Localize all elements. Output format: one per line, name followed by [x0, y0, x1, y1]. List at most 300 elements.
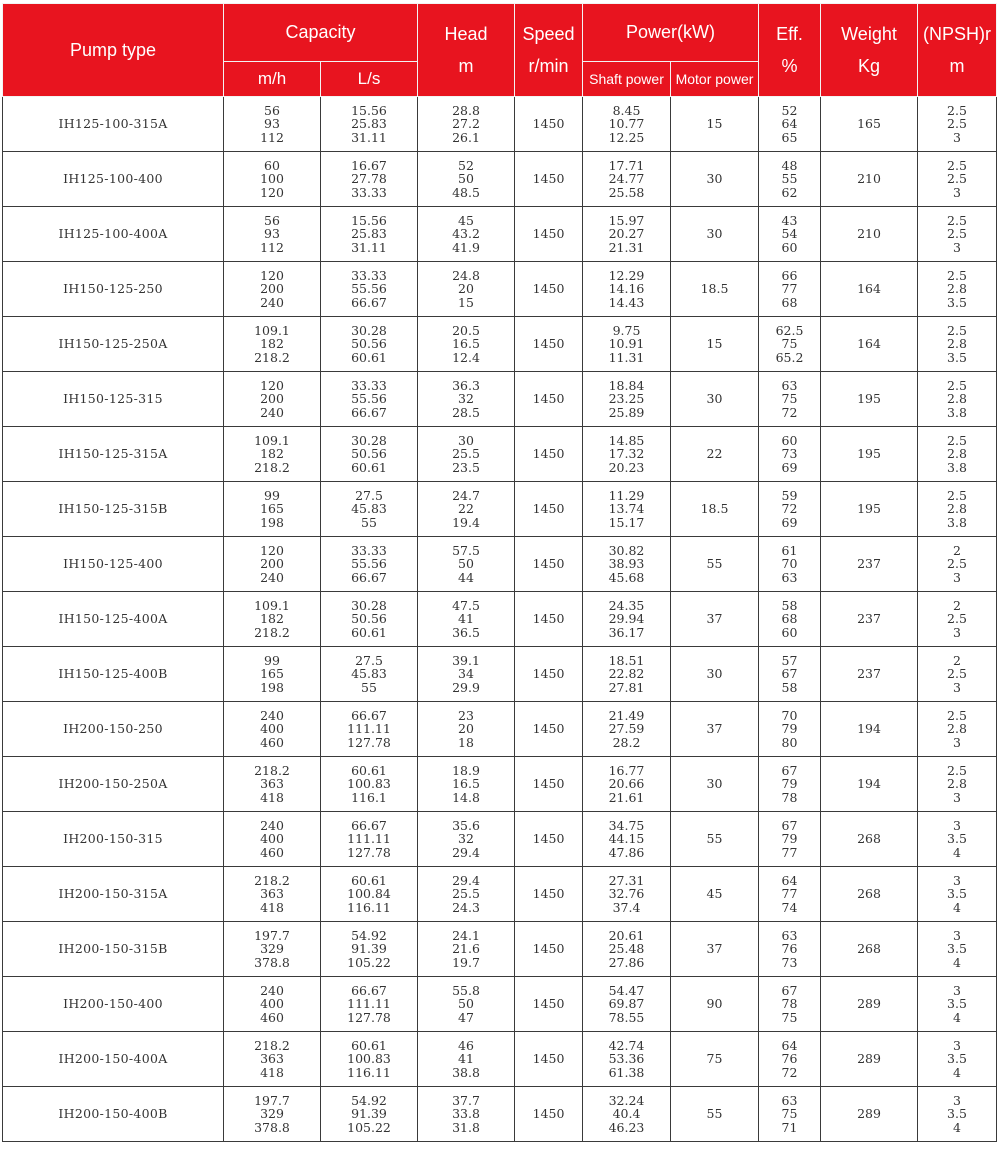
cell-motor-power: 30 [671, 372, 759, 427]
cell-capacity-mh [224, 262, 321, 317]
cell-motor-power: 37 [671, 592, 759, 647]
cell-value: 74 [781, 899, 798, 915]
cell-value: 78 [781, 789, 798, 805]
cell-speed: 1450 [515, 702, 583, 757]
cell-value: 55 [361, 679, 377, 695]
cell-value: 10.91 [608, 336, 645, 352]
cell-weight: 268 [821, 922, 918, 977]
header-capacity-mh: m/h [224, 62, 321, 97]
cell-value: 67 [781, 666, 798, 682]
cell-value: 10.77 [608, 116, 645, 132]
cell-head [418, 812, 515, 867]
cell-value: 2.5 [947, 556, 967, 572]
cell-speed: 1450 [515, 1087, 583, 1142]
cell-value: 198 [260, 514, 284, 530]
cell-value: 4 [953, 954, 961, 970]
cell-value: 14.8 [452, 789, 480, 805]
cell-value: 66 [781, 267, 798, 283]
cell-efficiency [759, 482, 821, 537]
cell-value: 57.5 [452, 542, 480, 558]
cell-value: 21.49 [608, 707, 645, 723]
cell-value: 60.61 [351, 349, 387, 365]
cell-shaft-power [583, 592, 671, 647]
cell-value: 52 [458, 157, 474, 173]
header-speed-label: Speed [522, 24, 575, 44]
cell-value: 3 [953, 624, 961, 640]
cell-efficiency [759, 152, 821, 207]
cell-npsh [918, 537, 997, 592]
cell-value: 100 [260, 171, 284, 187]
cell-value: 2.5 [947, 666, 967, 682]
cell-value: 66.67 [351, 982, 387, 998]
cell-value: 16.5 [452, 336, 480, 352]
cell-value: 18.84 [608, 377, 645, 393]
cell-value: 3.5 [947, 349, 967, 365]
cell-value: 165 [260, 501, 284, 517]
cell-value: 55.56 [351, 281, 387, 297]
cell-capacity-ls [321, 812, 418, 867]
cell-value: 198 [260, 679, 284, 695]
cell-efficiency [759, 427, 821, 482]
table-row [3, 152, 997, 207]
cell-value: 120 [260, 542, 284, 558]
cell-value: 400 [260, 721, 284, 737]
cell-value: 66.67 [351, 817, 387, 833]
cell-efficiency [759, 977, 821, 1032]
cell-speed: 1450 [515, 867, 583, 922]
cell-value: 200 [260, 391, 284, 407]
cell-weight: 195 [821, 482, 918, 537]
cell-capacity-mh [224, 757, 321, 812]
cell-value: 18.51 [608, 652, 645, 668]
cell-value: 116.1 [351, 789, 387, 805]
cell-value: 64 [781, 872, 798, 888]
cell-value: 77 [781, 281, 798, 297]
cell-value: 50.56 [351, 336, 387, 352]
table-row [3, 1087, 997, 1142]
cell-value: 218.2 [254, 624, 290, 640]
cell-motor-power: 30 [671, 207, 759, 262]
cell-value: 240 [260, 569, 284, 585]
cell-value: 3.5 [947, 941, 967, 957]
cell-value: 71 [781, 1119, 798, 1135]
cell-value: 65 [781, 129, 798, 145]
cell-value: 47.5 [452, 597, 480, 613]
cell-value: 28.8 [452, 102, 480, 118]
cell-weight: 237 [821, 592, 918, 647]
cell-value: 60 [781, 239, 798, 255]
pump-spec-table-wrapper [2, 3, 996, 1142]
cell-value: 112 [260, 239, 284, 255]
table-row [3, 537, 997, 592]
cell-value: 41.9 [452, 239, 480, 255]
cell-weight: 289 [821, 1032, 918, 1087]
cell-value: 109.1 [254, 322, 290, 338]
cell-pump-type: IH200-150-315B [3, 922, 224, 977]
cell-value: 66.67 [351, 294, 387, 310]
cell-value: 363 [260, 776, 284, 792]
cell-capacity-ls [321, 702, 418, 757]
cell-capacity-mh [224, 427, 321, 482]
cell-shaft-power [583, 372, 671, 427]
cell-value: 240 [260, 404, 284, 420]
cell-value: 418 [260, 789, 284, 805]
cell-value: 36.17 [608, 624, 645, 640]
cell-value: 120 [260, 267, 284, 283]
header-power: Power(kW) [583, 4, 759, 62]
cell-value: 47 [458, 1009, 474, 1025]
cell-value: 60.61 [351, 762, 387, 778]
cell-value: 73 [781, 446, 798, 462]
cell-value: 40.4 [612, 1106, 641, 1122]
cell-value: 50 [458, 996, 474, 1012]
cell-value: 99 [264, 487, 280, 503]
cell-value: 19.7 [452, 954, 480, 970]
cell-capacity-mh [224, 1087, 321, 1142]
table-row [3, 1032, 997, 1087]
cell-value: 12.4 [452, 349, 480, 365]
cell-value: 37.4 [612, 899, 641, 915]
cell-value: 91.39 [351, 941, 387, 957]
cell-speed: 1450 [515, 812, 583, 867]
cell-head [418, 867, 515, 922]
cell-pump-type: IH150-125-250A [3, 317, 224, 372]
cell-capacity-ls [321, 482, 418, 537]
cell-head [418, 207, 515, 262]
cell-value: 56 [264, 212, 280, 228]
cell-shaft-power [583, 152, 671, 207]
cell-value: 2.8 [947, 281, 967, 297]
cell-value: 2.5 [947, 432, 967, 448]
cell-value: 68 [781, 294, 798, 310]
cell-speed: 1450 [515, 537, 583, 592]
cell-value: 460 [260, 734, 284, 750]
cell-head [418, 757, 515, 812]
cell-value: 78 [781, 996, 798, 1012]
cell-value: 3 [953, 184, 961, 200]
cell-head [418, 372, 515, 427]
cell-pump-type: IH200-150-250A [3, 757, 224, 812]
cell-value: 378.8 [254, 1119, 290, 1135]
cell-value: 2.5 [947, 377, 967, 393]
cell-value: 52 [781, 102, 798, 118]
cell-value: 55.56 [351, 556, 387, 572]
cell-value: 4 [953, 1064, 961, 1080]
cell-value: 3 [953, 817, 961, 833]
cell-value: 24.35 [608, 597, 645, 613]
cell-value: 93 [264, 226, 280, 242]
cell-value: 39.1 [452, 652, 480, 668]
cell-capacity-mh [224, 647, 321, 702]
cell-head [418, 317, 515, 372]
cell-npsh [918, 427, 997, 482]
cell-value: 240 [260, 817, 284, 833]
cell-value: 27.59 [608, 721, 645, 737]
cell-npsh [918, 867, 997, 922]
cell-value: 93 [264, 116, 280, 132]
cell-shaft-power [583, 922, 671, 977]
cell-value: 21.61 [608, 789, 645, 805]
cell-motor-power: 90 [671, 977, 759, 1032]
cell-value: 3 [953, 679, 961, 695]
cell-value: 363 [260, 886, 284, 902]
cell-value: 3.8 [947, 404, 967, 420]
cell-value: 27.5 [355, 652, 383, 668]
cell-value: 120 [260, 184, 284, 200]
cell-value: 47.86 [608, 844, 645, 860]
cell-speed: 1450 [515, 317, 583, 372]
cell-motor-power: 15 [671, 317, 759, 372]
cell-value: 460 [260, 844, 284, 860]
cell-value: 63 [781, 1092, 798, 1108]
cell-value: 48.5 [452, 184, 480, 200]
cell-pump-type: IH150-125-400A [3, 592, 224, 647]
cell-value: 18.9 [452, 762, 480, 778]
cell-head [418, 537, 515, 592]
cell-efficiency [759, 262, 821, 317]
cell-speed: 1450 [515, 922, 583, 977]
cell-value: 50 [458, 556, 474, 572]
cell-value: 27.86 [608, 954, 645, 970]
cell-weight: 164 [821, 262, 918, 317]
cell-npsh [918, 812, 997, 867]
cell-shaft-power [583, 207, 671, 262]
cell-value: 3 [953, 872, 961, 888]
cell-capacity-mh [224, 812, 321, 867]
cell-value: 218.2 [254, 872, 290, 888]
cell-efficiency [759, 647, 821, 702]
cell-value: 68 [781, 611, 798, 627]
cell-value: 33.33 [351, 542, 387, 558]
cell-weight: 237 [821, 537, 918, 592]
cell-value: 197.7 [254, 1092, 290, 1108]
cell-value: 75 [781, 391, 798, 407]
cell-value: 55.56 [351, 391, 387, 407]
header-weight [821, 4, 918, 97]
cell-value: 64 [781, 116, 798, 132]
cell-value: 75 [781, 336, 798, 352]
cell-efficiency [759, 812, 821, 867]
cell-value: 109.1 [254, 432, 290, 448]
cell-value: 48 [781, 157, 798, 173]
cell-value: 3 [953, 1092, 961, 1108]
cell-value: 378.8 [254, 954, 290, 970]
cell-value: 116.11 [347, 1064, 391, 1080]
cell-value: 2.5 [947, 212, 967, 228]
header-speed [515, 4, 583, 97]
header-head-unit: m [458, 56, 474, 76]
cell-shaft-power [583, 262, 671, 317]
cell-value: 58 [781, 679, 798, 695]
cell-weight: 194 [821, 702, 918, 757]
cell-value: 15.97 [608, 212, 645, 228]
cell-value: 56 [264, 102, 280, 118]
cell-value: 109.1 [254, 597, 290, 613]
cell-value: 57 [781, 652, 798, 668]
cell-value: 30.28 [351, 322, 387, 338]
cell-speed: 1450 [515, 592, 583, 647]
cell-value: 75 [781, 1106, 798, 1122]
cell-value: 77 [781, 886, 798, 902]
cell-weight: 195 [821, 427, 918, 482]
cell-value: 2.5 [947, 707, 967, 723]
cell-value: 64 [781, 1037, 798, 1053]
cell-value: 11.29 [608, 487, 645, 503]
cell-pump-type: IH200-150-400B [3, 1087, 224, 1142]
cell-npsh [918, 482, 997, 537]
cell-weight: 268 [821, 867, 918, 922]
cell-value: 45.83 [351, 666, 387, 682]
cell-motor-power: 22 [671, 427, 759, 482]
cell-value: 2.5 [947, 762, 967, 778]
cell-speed: 1450 [515, 757, 583, 812]
cell-value: 3 [953, 789, 961, 805]
table-row [3, 647, 997, 702]
cell-pump-type: IH200-150-315A [3, 867, 224, 922]
cell-value: 100.83 [347, 776, 391, 792]
cell-value: 59 [781, 487, 798, 503]
cell-value: 2.5 [947, 322, 967, 338]
cell-head [418, 592, 515, 647]
cell-motor-power: 18.5 [671, 262, 759, 317]
cell-pump-type: IH200-150-400A [3, 1032, 224, 1087]
cell-value: 25.48 [608, 941, 645, 957]
cell-value: 111.11 [347, 996, 391, 1012]
cell-capacity-mh [224, 372, 321, 427]
cell-value: 37.7 [452, 1092, 480, 1108]
cell-value: 20 [458, 721, 474, 737]
cell-value: 65.2 [775, 349, 804, 365]
cell-value: 3.8 [947, 514, 967, 530]
cell-value: 24.77 [608, 171, 645, 187]
pump-spec-table [2, 3, 997, 1142]
cell-capacity-mh [224, 922, 321, 977]
cell-efficiency [759, 317, 821, 372]
cell-value: 22 [458, 501, 474, 517]
cell-npsh [918, 977, 997, 1032]
cell-value: 19.4 [452, 514, 480, 530]
cell-efficiency [759, 922, 821, 977]
cell-shaft-power [583, 482, 671, 537]
cell-value: 38.93 [608, 556, 645, 572]
cell-value: 20.5 [452, 322, 480, 338]
cell-speed: 1450 [515, 207, 583, 262]
cell-value: 32.76 [608, 886, 645, 902]
cell-value: 66.67 [351, 707, 387, 723]
cell-value: 69 [781, 514, 798, 530]
cell-head [418, 922, 515, 977]
cell-npsh [918, 152, 997, 207]
cell-capacity-mh [224, 317, 321, 372]
cell-value: 11.31 [608, 349, 645, 365]
cell-value: 2.5 [947, 267, 967, 283]
header-eff [759, 4, 821, 97]
cell-capacity-ls [321, 1087, 418, 1142]
cell-value: 54 [781, 226, 798, 242]
cell-value: 4 [953, 1009, 961, 1025]
cell-npsh [918, 1032, 997, 1087]
cell-value: 66.67 [351, 569, 387, 585]
cell-value: 60 [264, 157, 280, 173]
cell-value: 28.5 [452, 404, 480, 420]
cell-value: 32 [458, 391, 474, 407]
cell-capacity-mh [224, 1032, 321, 1087]
cell-motor-power: 75 [671, 1032, 759, 1087]
cell-value: 14.43 [608, 294, 645, 310]
table-row [3, 482, 997, 537]
cell-head [418, 1032, 515, 1087]
cell-value: 70 [781, 707, 798, 723]
cell-efficiency [759, 207, 821, 262]
cell-shaft-power [583, 647, 671, 702]
cell-capacity-ls [321, 207, 418, 262]
cell-weight: 237 [821, 647, 918, 702]
cell-value: 53.36 [608, 1051, 645, 1067]
cell-value: 31.11 [351, 129, 387, 145]
cell-npsh [918, 592, 997, 647]
cell-value: 42.74 [608, 1037, 645, 1053]
cell-value: 41 [458, 611, 474, 627]
cell-value: 127.78 [347, 734, 391, 750]
cell-capacity-ls [321, 372, 418, 427]
cell-value: 30.28 [351, 432, 387, 448]
cell-head [418, 152, 515, 207]
cell-value: 31.11 [351, 239, 387, 255]
cell-value: 2.5 [947, 611, 967, 627]
cell-capacity-ls [321, 757, 418, 812]
cell-value: 72 [781, 501, 798, 517]
cell-value: 46 [458, 1037, 474, 1053]
cell-value: 22.82 [608, 666, 645, 682]
cell-value: 24.8 [452, 267, 480, 283]
cell-value: 218.2 [254, 459, 290, 475]
cell-capacity-ls [321, 922, 418, 977]
cell-pump-type: IH200-150-250 [3, 702, 224, 757]
cell-value: 218.2 [254, 349, 290, 365]
cell-value: 363 [260, 1051, 284, 1067]
cell-value: 33.8 [452, 1106, 480, 1122]
cell-value: 100.83 [347, 1051, 391, 1067]
cell-value: 60 [781, 432, 798, 448]
cell-speed: 1450 [515, 262, 583, 317]
cell-value: 182 [260, 611, 284, 627]
cell-value: 66.67 [351, 404, 387, 420]
cell-pump-type: IH125-100-400A [3, 207, 224, 262]
cell-speed: 1450 [515, 427, 583, 482]
cell-capacity-mh [224, 702, 321, 757]
header-capacity: Capacity [224, 4, 418, 62]
cell-value: 75 [781, 1009, 798, 1025]
cell-value: 32 [458, 831, 474, 847]
cell-value: 3.8 [947, 459, 967, 475]
cell-value: 3.5 [947, 1051, 967, 1067]
cell-efficiency [759, 537, 821, 592]
cell-value: 2 [953, 652, 961, 668]
cell-efficiency [759, 372, 821, 427]
cell-value: 63 [781, 927, 798, 943]
cell-value: 44.15 [608, 831, 645, 847]
table-row [3, 812, 997, 867]
cell-value: 105.22 [347, 1119, 391, 1135]
cell-value: 20.66 [608, 776, 645, 792]
cell-value: 58 [781, 597, 798, 613]
cell-npsh [918, 757, 997, 812]
cell-speed: 1450 [515, 647, 583, 702]
cell-value: 20.27 [608, 226, 645, 242]
cell-value: 2.8 [947, 776, 967, 792]
cell-efficiency [759, 757, 821, 812]
cell-value: 80 [781, 734, 798, 750]
